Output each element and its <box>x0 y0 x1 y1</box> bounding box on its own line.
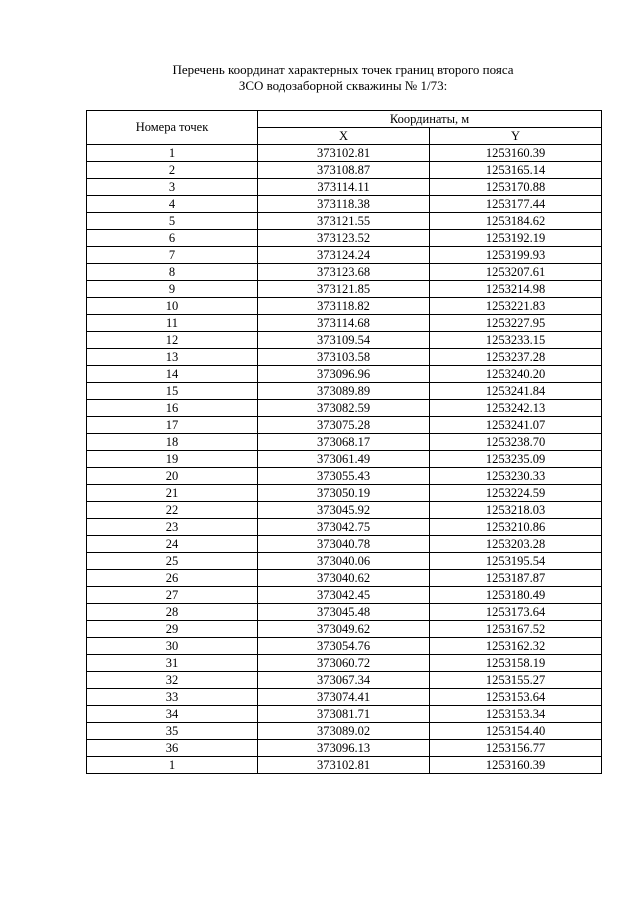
x-coordinate-cell: 373103.58 <box>258 349 430 366</box>
y-coordinate-cell: 1253241.84 <box>430 383 602 400</box>
point-number-cell: 27 <box>87 587 258 604</box>
coordinates-table <box>86 110 602 774</box>
point-number-cell: 22 <box>87 502 258 519</box>
y-coordinate-cell: 1253238.70 <box>430 434 602 451</box>
x-coordinate-cell: 373054.76 <box>258 638 430 655</box>
x-coordinate-cell: 373123.68 <box>258 264 430 281</box>
point-number-cell: 3 <box>87 179 258 196</box>
y-coordinate-cell: 1253155.27 <box>430 672 602 689</box>
y-coordinate-cell: 1253203.28 <box>430 536 602 553</box>
x-coordinate-cell: 373050.19 <box>258 485 430 502</box>
x-coordinate-cell: 373049.62 <box>258 621 430 638</box>
point-number-cell: 33 <box>87 689 258 706</box>
point-number-cell: 21 <box>87 485 258 502</box>
table-row <box>87 604 602 621</box>
y-coordinate-cell: 1253242.13 <box>430 400 602 417</box>
point-number-cell: 15 <box>87 383 258 400</box>
y-coordinate-cell: 1253187.87 <box>430 570 602 587</box>
y-coordinate-cell: 1253241.07 <box>430 417 602 434</box>
table-row <box>87 315 602 332</box>
x-coordinate-cell: 373118.38 <box>258 196 430 213</box>
y-coordinate-cell: 1253167.52 <box>430 621 602 638</box>
point-number-cell: 8 <box>87 264 258 281</box>
table-row <box>87 332 602 349</box>
table-row <box>87 417 602 434</box>
point-number-cell: 36 <box>87 740 258 757</box>
y-coordinate-cell: 1253227.95 <box>430 315 602 332</box>
point-number-cell: 26 <box>87 570 258 587</box>
x-coordinate-cell: 373075.28 <box>258 417 430 434</box>
y-coordinate-cell: 1253165.14 <box>430 162 602 179</box>
y-coordinate-cell: 1253184.62 <box>430 213 602 230</box>
table-row <box>87 179 602 196</box>
y-coordinate-cell: 1253160.39 <box>430 145 602 162</box>
point-number-cell: 24 <box>87 536 258 553</box>
table-row <box>87 434 602 451</box>
x-coordinate-cell: 373042.75 <box>258 519 430 536</box>
table-row <box>87 757 602 774</box>
header-coordinates: Координаты, м <box>258 111 602 128</box>
point-number-cell: 23 <box>87 519 258 536</box>
table-row <box>87 451 602 468</box>
point-number-cell: 4 <box>87 196 258 213</box>
table-row <box>87 400 602 417</box>
x-coordinate-cell: 373102.81 <box>258 757 430 774</box>
x-coordinate-cell: 373081.71 <box>258 706 430 723</box>
table-row <box>87 740 602 757</box>
y-coordinate-cell: 1253230.33 <box>430 468 602 485</box>
x-coordinate-cell: 373118.82 <box>258 298 430 315</box>
y-coordinate-cell: 1253210.86 <box>430 519 602 536</box>
y-coordinate-cell: 1253224.59 <box>430 485 602 502</box>
x-coordinate-cell: 373109.54 <box>258 332 430 349</box>
point-number-cell: 29 <box>87 621 258 638</box>
x-coordinate-cell: 373040.06 <box>258 553 430 570</box>
point-number-cell: 31 <box>87 655 258 672</box>
y-coordinate-cell: 1253177.44 <box>430 196 602 213</box>
x-coordinate-cell: 373121.85 <box>258 281 430 298</box>
y-coordinate-cell: 1253153.64 <box>430 689 602 706</box>
table-row <box>87 621 602 638</box>
x-coordinate-cell: 373067.34 <box>258 672 430 689</box>
y-coordinate-cell: 1253237.28 <box>430 349 602 366</box>
x-coordinate-cell: 373045.92 <box>258 502 430 519</box>
y-coordinate-cell: 1253158.19 <box>430 655 602 672</box>
point-number-cell: 16 <box>87 400 258 417</box>
x-coordinate-cell: 373040.78 <box>258 536 430 553</box>
table-body <box>87 145 602 774</box>
point-number-cell: 17 <box>87 417 258 434</box>
table-row <box>87 723 602 740</box>
table-row <box>87 162 602 179</box>
x-coordinate-cell: 373089.02 <box>258 723 430 740</box>
y-coordinate-cell: 1253195.54 <box>430 553 602 570</box>
y-coordinate-cell: 1253170.88 <box>430 179 602 196</box>
point-number-cell: 19 <box>87 451 258 468</box>
table-row <box>87 281 602 298</box>
x-coordinate-cell: 373045.48 <box>258 604 430 621</box>
table-row <box>87 366 602 383</box>
document-title <box>86 62 600 94</box>
point-number-cell: 1 <box>87 145 258 162</box>
x-coordinate-cell: 373082.59 <box>258 400 430 417</box>
table-row <box>87 689 602 706</box>
table-header-row <box>87 111 602 128</box>
table-row <box>87 298 602 315</box>
x-coordinate-cell: 373096.96 <box>258 366 430 383</box>
header-point-numbers: Номера точек <box>87 111 258 145</box>
x-coordinate-cell: 373042.45 <box>258 587 430 604</box>
table-row <box>87 570 602 587</box>
table-row <box>87 264 602 281</box>
x-coordinate-cell: 373114.68 <box>258 315 430 332</box>
point-number-cell: 14 <box>87 366 258 383</box>
table-row <box>87 196 602 213</box>
x-coordinate-cell: 373040.62 <box>258 570 430 587</box>
point-number-cell: 35 <box>87 723 258 740</box>
point-number-cell: 7 <box>87 247 258 264</box>
y-coordinate-cell: 1253180.49 <box>430 587 602 604</box>
y-coordinate-cell: 1253173.64 <box>430 604 602 621</box>
y-coordinate-cell: 1253218.03 <box>430 502 602 519</box>
y-coordinate-cell: 1253233.15 <box>430 332 602 349</box>
x-coordinate-cell: 373074.41 <box>258 689 430 706</box>
point-number-cell: 30 <box>87 638 258 655</box>
y-coordinate-cell: 1253156.77 <box>430 740 602 757</box>
x-coordinate-cell: 373055.43 <box>258 468 430 485</box>
y-coordinate-cell: 1253154.40 <box>430 723 602 740</box>
y-coordinate-cell: 1253240.20 <box>430 366 602 383</box>
point-number-cell: 10 <box>87 298 258 315</box>
y-coordinate-cell: 1253214.98 <box>430 281 602 298</box>
table-row <box>87 536 602 553</box>
table-row <box>87 638 602 655</box>
header-x: X <box>258 128 430 145</box>
table-row <box>87 145 602 162</box>
point-number-cell: 5 <box>87 213 258 230</box>
table-row <box>87 468 602 485</box>
table-row <box>87 502 602 519</box>
point-number-cell: 1 <box>87 757 258 774</box>
x-coordinate-cell: 373124.24 <box>258 247 430 264</box>
y-coordinate-cell: 1253160.39 <box>430 757 602 774</box>
x-coordinate-cell: 373096.13 <box>258 740 430 757</box>
point-number-cell: 13 <box>87 349 258 366</box>
x-coordinate-cell: 373089.89 <box>258 383 430 400</box>
y-coordinate-cell: 1253199.93 <box>430 247 602 264</box>
point-number-cell: 2 <box>87 162 258 179</box>
y-coordinate-cell: 1253153.34 <box>430 706 602 723</box>
point-number-cell: 34 <box>87 706 258 723</box>
table-row <box>87 383 602 400</box>
x-coordinate-cell: 373068.17 <box>258 434 430 451</box>
point-number-cell: 12 <box>87 332 258 349</box>
table-row <box>87 706 602 723</box>
table-row <box>87 587 602 604</box>
header-y: Y <box>430 128 602 145</box>
point-number-cell: 11 <box>87 315 258 332</box>
x-coordinate-cell: 373108.87 <box>258 162 430 179</box>
x-coordinate-cell: 373123.52 <box>258 230 430 247</box>
x-coordinate-cell: 373061.49 <box>258 451 430 468</box>
x-coordinate-cell: 373102.81 <box>258 145 430 162</box>
table-row <box>87 519 602 536</box>
title-line-1: Перечень координат характерных точек границ второго пояса <box>172 62 514 77</box>
point-number-cell: 32 <box>87 672 258 689</box>
point-number-cell: 25 <box>87 553 258 570</box>
table-row <box>87 349 602 366</box>
point-number-cell: 18 <box>87 434 258 451</box>
y-coordinate-cell: 1253192.19 <box>430 230 602 247</box>
table-row <box>87 672 602 689</box>
point-number-cell: 9 <box>87 281 258 298</box>
title-line-2: ЗСО водозаборной скважины № 1/73: <box>238 78 448 93</box>
table-row <box>87 230 602 247</box>
x-coordinate-cell: 373121.55 <box>258 213 430 230</box>
y-coordinate-cell: 1253221.83 <box>430 298 602 315</box>
x-coordinate-cell: 373114.11 <box>258 179 430 196</box>
table-row <box>87 553 602 570</box>
point-number-cell: 6 <box>87 230 258 247</box>
table-row <box>87 655 602 672</box>
y-coordinate-cell: 1253207.61 <box>430 264 602 281</box>
table-row <box>87 213 602 230</box>
table-row <box>87 485 602 502</box>
point-number-cell: 20 <box>87 468 258 485</box>
table-row <box>87 247 602 264</box>
y-coordinate-cell: 1253235.09 <box>430 451 602 468</box>
point-number-cell: 28 <box>87 604 258 621</box>
y-coordinate-cell: 1253162.32 <box>430 638 602 655</box>
x-coordinate-cell: 373060.72 <box>258 655 430 672</box>
